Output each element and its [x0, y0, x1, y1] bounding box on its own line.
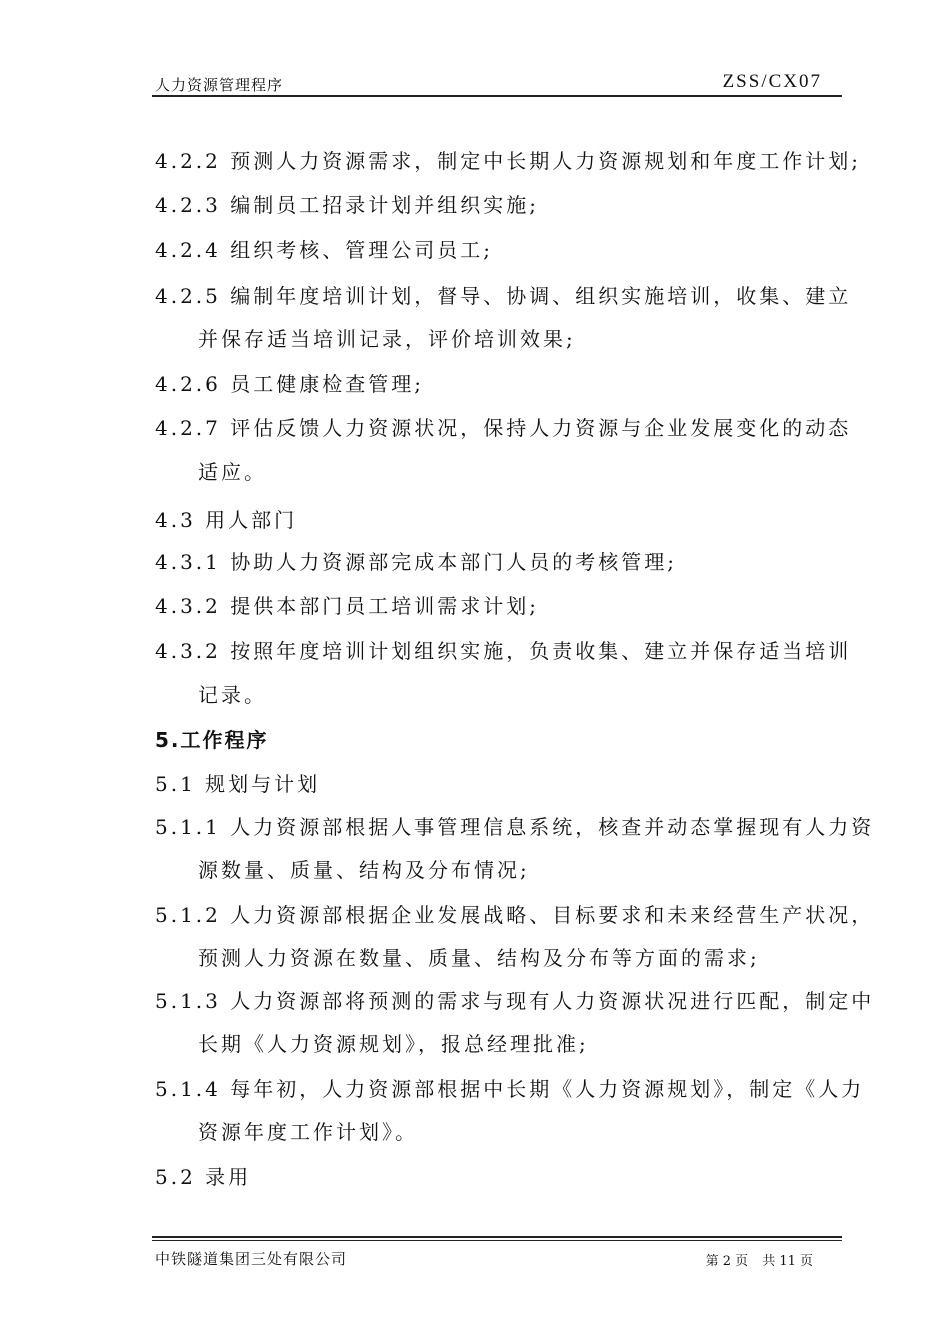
footer-divider-top: [152, 1236, 842, 1238]
clause-4-3-2-second-continued: 记录。: [198, 683, 267, 707]
document-code: ZSS/CX07: [722, 71, 822, 92]
section-5-heading: 5.工作程序: [155, 728, 269, 752]
total-pages: 共 11 页: [762, 1254, 813, 1269]
clause-5-1-2-continued: 预测人力资源在数量、质量、结构及分布等方面的需求;: [198, 946, 760, 970]
company-name: 中铁隧道集团三处有限公司: [155, 1250, 348, 1268]
section-4-3-heading: 4.3 用人部门: [155, 508, 298, 532]
section-5-2-heading: 5.2 录用: [155, 1165, 252, 1189]
clause-5-1-3-continued: 长期《人力资源规划》，报总经理批准;: [198, 1032, 589, 1056]
clause-4-2-5-continued: 并保存适当培训记录，评价培训效果;: [198, 327, 576, 351]
clause-4-3-2-second: 4.3.2 按照年度培训计划组织实施，负责收集、建立并保存适当培训: [155, 639, 852, 663]
section-5-1-heading: 5.1 规划与计划: [155, 772, 321, 796]
clause-4-2-2: 4.2.2 预测人力资源需求，制定中长期人力资源规划和年度工作计划;: [155, 149, 861, 173]
clause-4-3-1: 4.3.1 协助人力资源部完成本部门人员的考核管理;: [155, 550, 677, 574]
clause-4-2-6: 4.2.6 员工健康检查管理;: [155, 372, 424, 396]
clause-4-2-7-continued: 适应。: [198, 460, 267, 484]
footer-divider-bottom: [152, 1240, 842, 1241]
page-number: [692, 1250, 813, 1269]
header-divider: [152, 95, 842, 97]
clause-5-1-1: 5.1.1 人力资源部根据人事管理信息系统，核查并动态掌握现有人力资: [155, 815, 875, 839]
clause-5-1-4: 5.1.4 每年初，人力资源部根据中长期《人力资源规划》，制定《人力: [155, 1077, 865, 1101]
clause-5-1-3: 5.1.3 人力资源部将预测的需求与现有人力资源状况进行匹配，制定中: [155, 989, 875, 1013]
clause-5-1-2: 5.1.2 人力资源部根据企业发展战略、目标要求和未来经营生产状况，: [155, 903, 875, 927]
clause-5-1-4-continued: 资源年度工作计划》。: [198, 1120, 418, 1144]
clause-4-2-3: 4.2.3 编制员工招录计划并组织实施;: [155, 193, 539, 217]
clause-4-2-4: 4.2.4 组织考核、管理公司员工;: [155, 238, 493, 262]
clause-4-2-5: 4.2.5 编制年度培训计划，督导、协调、组织实施培训，收集、建立: [155, 284, 852, 308]
header-title: 人力资源管理程序: [155, 76, 284, 94]
clause-4-3-2: 4.3.2 提供本部门员工培训需求计划;: [155, 594, 539, 618]
clause-4-2-7: 4.2.7 评估反馈人力资源状况，保持人力资源与企业发展变化的动态: [155, 416, 852, 440]
current-page: 第 2 页: [705, 1254, 749, 1269]
clause-5-1-1-continued: 源数量、质量、结构及分布情况;: [198, 858, 530, 882]
